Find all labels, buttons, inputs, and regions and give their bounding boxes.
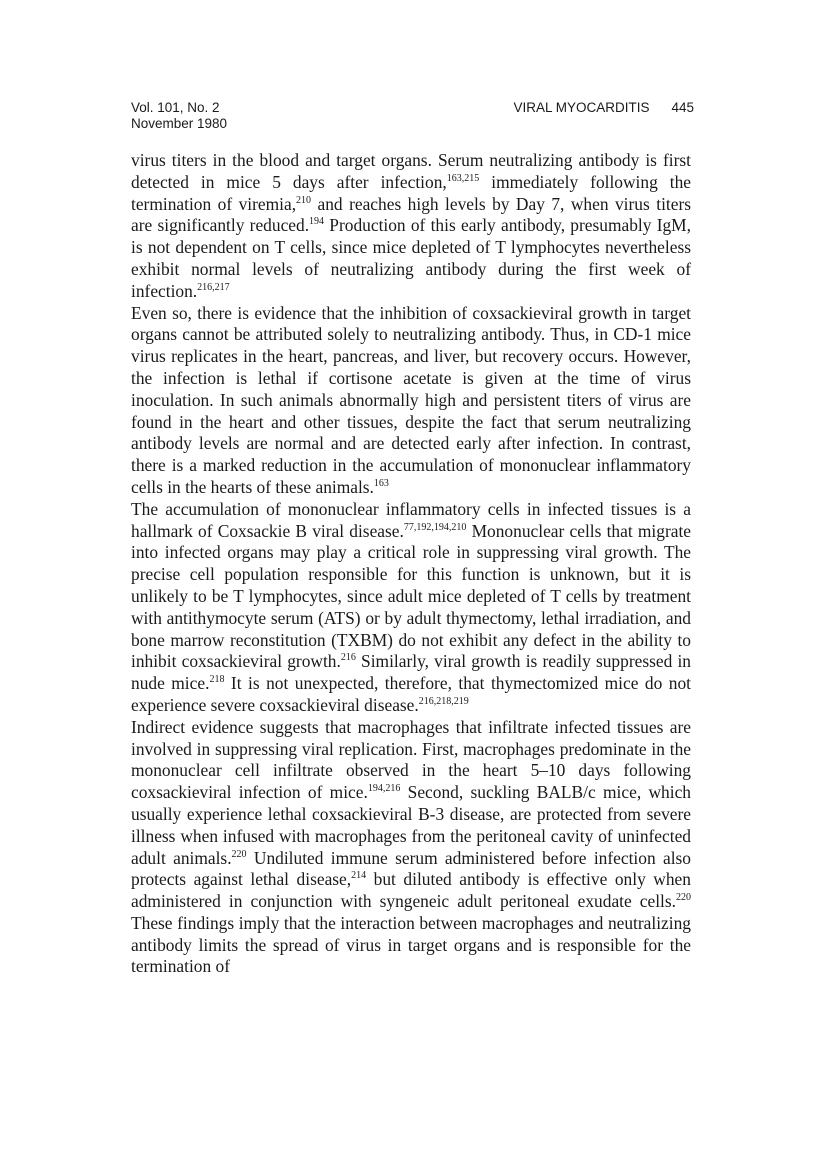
citation-reference: 194 xyxy=(309,216,325,228)
citation-reference: 194,216 xyxy=(367,783,401,795)
citation-reference: 220 xyxy=(231,848,247,860)
citation-reference: 216 xyxy=(340,652,356,664)
body-paragraph xyxy=(131,303,691,499)
paragraph-text: Even so, there is evidence that the inhibition of coxsackieviral growth in target organs cannot be attributed solely to neutralizing antibody. Thus, in CD-1 mice virus replicates in the heart, pancreas, and liver, but recovery occurs. However, the infection is lethal if cortisone acetate is given at the time of virus inoculation. In such animals abnormally high and persistent titers of virus are found in the heart and other tissues, despite the fact that serum neutralizing antibody levels are normal and are detected early after infection. In contrast, there is a marked reduction in the accumulation of mononuclear inflammatory cells in the hearts of these animals. xyxy=(131,302,691,497)
citation-reference: 163 xyxy=(373,477,389,489)
article-body xyxy=(131,150,691,978)
citation-reference: 216,217 xyxy=(197,281,230,293)
paragraph-text: These findings imply that the interaction between macrophages and neutralizing antibody limits the spread of virus in target organs and is responsible for the termination of xyxy=(131,912,691,977)
running-title: VIRAL MYOCARDITIS xyxy=(513,100,650,115)
journal-date: November 1980 xyxy=(131,116,228,131)
body-paragraph xyxy=(131,150,691,303)
paragraph-text: Similarly, viral growth is readily suppressed in nude mice. xyxy=(131,651,691,694)
citation-reference: 214 xyxy=(351,870,367,882)
paragraph-text: Production of this early antibody, presumably IgM, is not dependent on T cells, since mice depleted of T lymphocytes nevertheless exhibit normal levels of neutralizing antibody during the first week of infection. xyxy=(131,215,691,301)
paragraph-text: immediately following the termination of viremia, xyxy=(131,171,692,214)
paragraph-text: virus titers in the blood and target organs. Serum neutralizing antibody is first detected in mice 5 days after infection, xyxy=(131,150,691,192)
paragraph-text: Mononuclear cells that migrate into infected organs may play a critical role in suppressing viral growth. The precise cell population responsible for this function is unknown, but it is unlikely to be T lymphocytes, since adult mice depleted of T cells by treatment with antithymocyte serum (ATS) or by adult thymectomy, lethal irradiation, and bone marrow reconstitution (TXBM) do not exhibit any defect in the ability to inhibit coxsackieviral growth. xyxy=(131,520,692,672)
citation-reference: 218 xyxy=(209,674,225,686)
body-paragraph xyxy=(131,717,691,979)
paragraph-text: The accumulation of mononuclear inflammatory cells in infected tissues is a hallmark of Coxsackie B viral disease. xyxy=(131,498,691,541)
paragraph-text: Undiluted immune serum administered before infection also protects against lethal disease, xyxy=(131,847,691,890)
paragraph-text: Indirect evidence suggests that macrophages that infiltrate infected tissues are involved in suppressing viral replication. First, macrophages predominate in the mononuclear cell infiltrate observed in the heart 5–10 days following coxsackieviral infection of mice. xyxy=(131,716,691,803)
body-paragraph xyxy=(131,499,691,717)
paragraph-text: It is not unexpected, therefore, that thymectomized mice do not experience severe coxsackieviral disease. xyxy=(131,673,692,715)
paragraph-text: and reaches high levels by Day 7, when virus titers are significantly reduced. xyxy=(131,193,692,236)
page-number: 445 xyxy=(671,100,694,115)
citation-reference: 163,215 xyxy=(446,172,480,184)
citation-reference: 216,218,219 xyxy=(418,695,469,707)
paragraph-text: Second, suckling BALB/c mice, which usually experience lethal coxsackieviral B-3 disease, are protected from severe illness when infused with macrophages from the peritoneal cavity of uninfected adult animals. xyxy=(131,782,691,868)
running-header xyxy=(513,100,694,116)
citation-reference: 210 xyxy=(296,194,312,206)
citation-reference: 77,192,194,210 xyxy=(403,521,467,533)
journal-volume-header xyxy=(131,100,227,132)
journal-volume: Vol. 101, No. 2 xyxy=(131,100,220,115)
paragraph-text: but diluted antibody is effective only when administered in conjunction with syngeneic adult peritoneal exudate cells. xyxy=(131,869,691,912)
citation-reference: 220 xyxy=(676,892,691,904)
